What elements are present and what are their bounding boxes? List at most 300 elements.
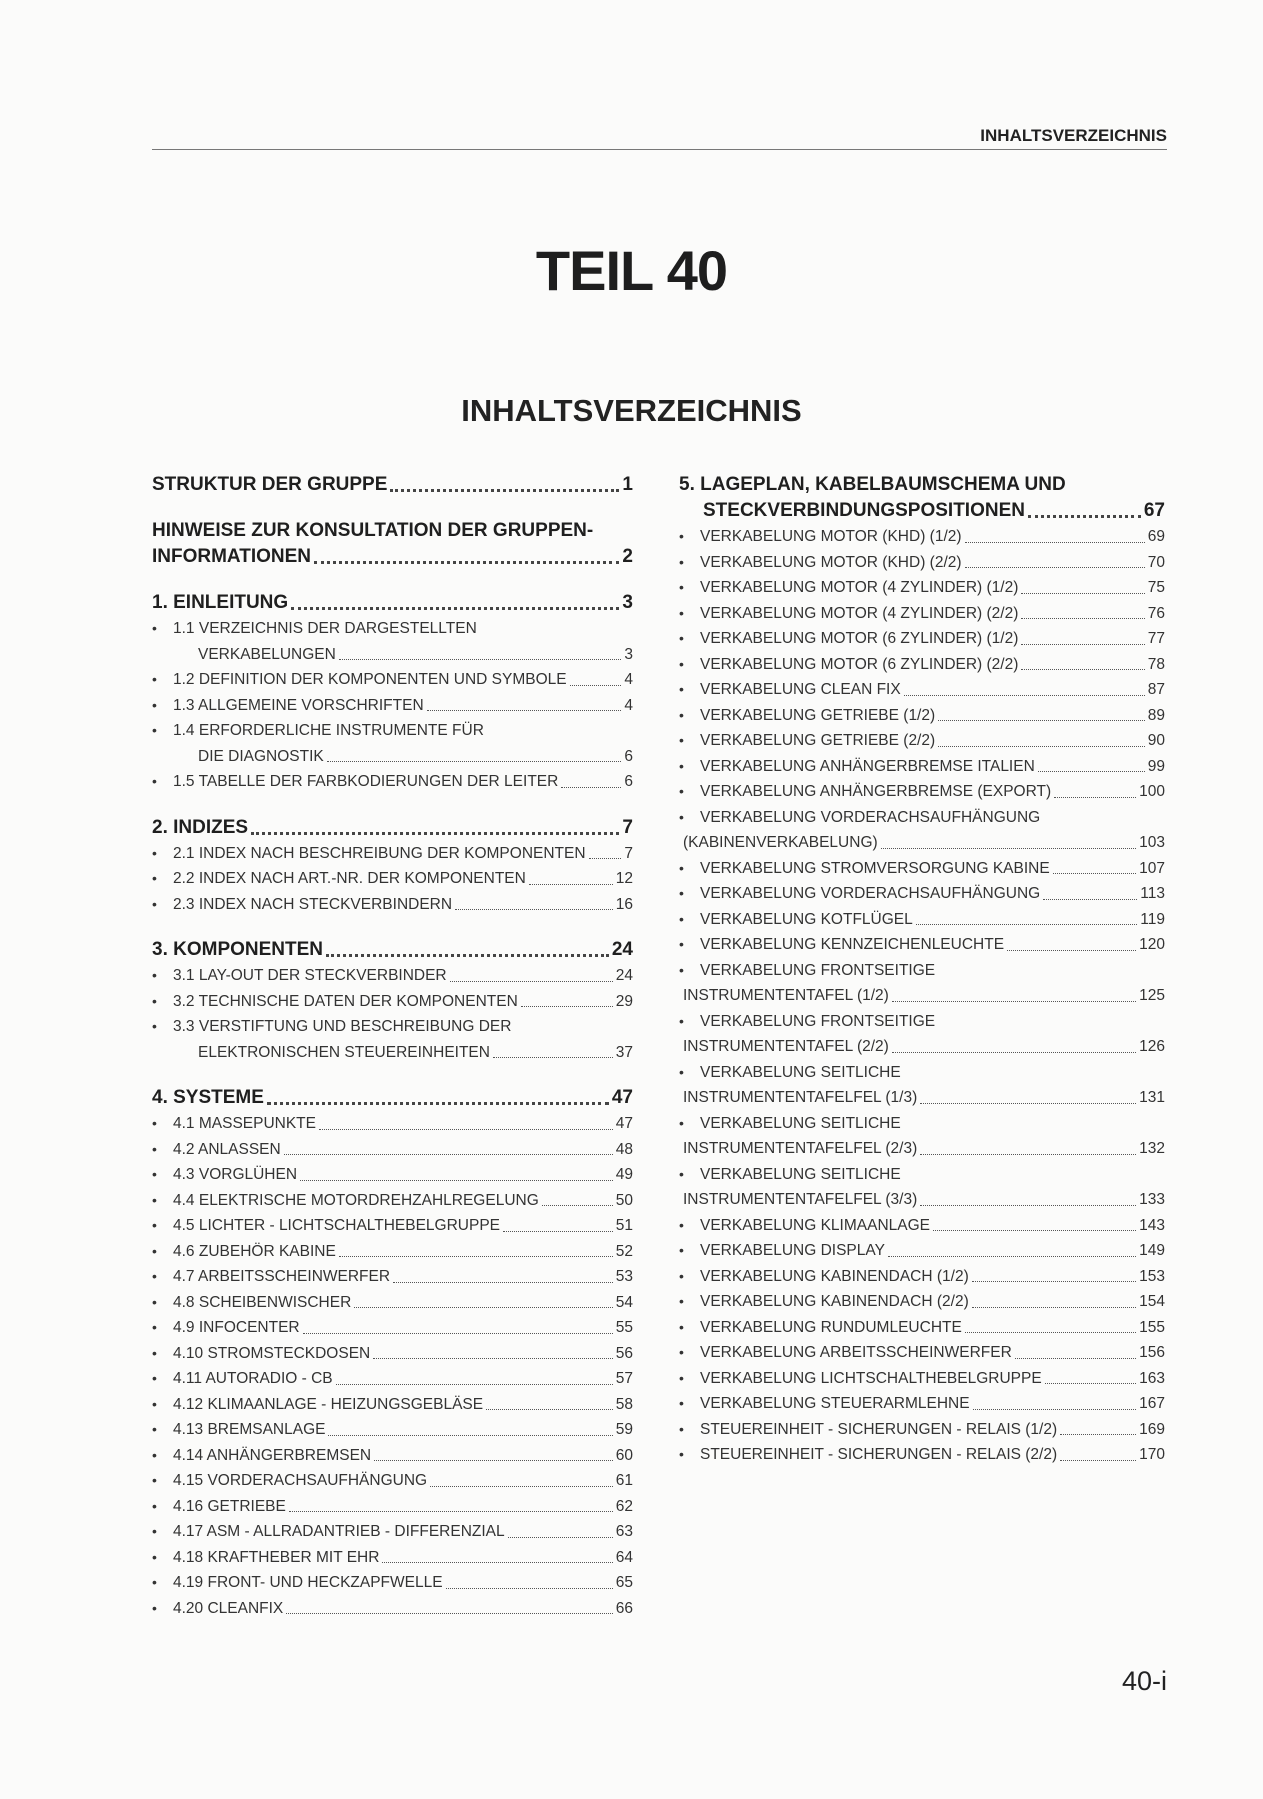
toc-entry-body bbox=[173, 1596, 633, 1622]
dot-leader bbox=[314, 561, 619, 564]
toc-entry-line bbox=[682, 1136, 1165, 1162]
toc-section bbox=[152, 472, 633, 498]
bullet-icon: • bbox=[152, 1018, 157, 1034]
toc-entry-line bbox=[700, 728, 1165, 754]
toc-entry-body bbox=[173, 1341, 633, 1367]
toc-entry-text: 3.1 LAY-OUT DER STECKVERBINDER bbox=[173, 967, 447, 984]
toc-heading-line[interactable] bbox=[152, 937, 633, 963]
toc-section bbox=[152, 937, 633, 1065]
toc-entry-line bbox=[700, 1264, 1165, 1290]
toc-entry[interactable] bbox=[679, 1391, 1165, 1417]
toc-entry-line bbox=[682, 830, 1165, 856]
dot-leader bbox=[430, 1486, 613, 1487]
toc-entry-body bbox=[700, 626, 1165, 652]
toc-section bbox=[152, 1085, 633, 1621]
toc-entry[interactable] bbox=[152, 718, 633, 769]
toc-entry-text: 4.18 KRAFTHEBER MIT EHR bbox=[173, 1548, 380, 1566]
bullet-icon: • bbox=[679, 579, 684, 595]
toc-heading-line[interactable] bbox=[152, 472, 633, 498]
toc-entry[interactable] bbox=[679, 652, 1165, 678]
toc-entry[interactable] bbox=[152, 1315, 633, 1341]
toc-entry-line bbox=[173, 1137, 633, 1163]
bullet-icon: • bbox=[152, 671, 157, 687]
toc-entry[interactable] bbox=[152, 769, 633, 795]
toc-entry-page: 163 bbox=[1139, 1369, 1165, 1387]
toc-entry-page: 53 bbox=[615, 1268, 633, 1285]
toc-entry-line bbox=[700, 881, 1165, 907]
toc-entry-page: 132 bbox=[1139, 1140, 1165, 1157]
toc-entry[interactable] bbox=[152, 963, 633, 989]
toc-entry[interactable] bbox=[152, 1596, 633, 1622]
toc-entry-line bbox=[700, 703, 1165, 729]
toc-entry[interactable] bbox=[152, 989, 633, 1015]
toc-entry-text: ELEKTRONISCHEN STEUEREINHEITEN bbox=[198, 1043, 490, 1061]
toc-entry-line bbox=[700, 958, 1165, 984]
toc-heading-text: 2. INDIZES bbox=[152, 816, 249, 838]
toc-entry-body bbox=[700, 1315, 1165, 1341]
bullet-icon: • bbox=[679, 706, 684, 723]
toc-entry-text: VERKABELUNG STROMVERSORGUNG KABINE bbox=[700, 859, 1050, 877]
toc-entry[interactable] bbox=[679, 550, 1165, 576]
toc-entry-body bbox=[173, 1315, 633, 1341]
toc-entry[interactable] bbox=[679, 856, 1165, 882]
toc-entry[interactable] bbox=[679, 1442, 1165, 1468]
toc-entry-body bbox=[173, 1494, 633, 1520]
dot-leader bbox=[1028, 515, 1141, 518]
toc-entry-page: 103 bbox=[1139, 834, 1165, 851]
toc-entry-text: STEUEREINHEIT - SICHERUNGEN - RELAIS (2/2) bbox=[700, 1446, 1058, 1463]
toc-entry-line bbox=[173, 1213, 633, 1239]
toc-entry-page: 77 bbox=[1147, 630, 1165, 647]
toc-entry-body bbox=[700, 728, 1165, 754]
bullet-icon: • bbox=[152, 844, 157, 861]
toc-entry-body bbox=[173, 1519, 633, 1545]
toc-entry[interactable] bbox=[152, 1494, 633, 1520]
dot-leader bbox=[284, 1154, 613, 1155]
bullet-icon: • bbox=[152, 1268, 157, 1284]
toc-left-column bbox=[152, 472, 633, 1621]
toc-entry-body bbox=[700, 703, 1165, 729]
toc-entry-page: 65 bbox=[615, 1574, 633, 1591]
toc-entry-text: VERKABELUNG GETRIEBE (1/2) bbox=[700, 706, 936, 724]
toc-entry-line bbox=[700, 1238, 1165, 1264]
toc-entry-page: 6 bbox=[624, 747, 633, 765]
dot-leader bbox=[354, 1307, 612, 1308]
toc-entry-page: 12 bbox=[615, 870, 633, 887]
toc-entry-page: 90 bbox=[1147, 732, 1165, 749]
toc-entry-page: 143 bbox=[1139, 1216, 1165, 1234]
toc-entry[interactable] bbox=[679, 626, 1165, 652]
toc-title: INHALTSVERZEICHNIS bbox=[461, 393, 802, 428]
bullet-icon: • bbox=[152, 1421, 157, 1437]
dot-leader bbox=[300, 1180, 613, 1181]
toc-entry[interactable] bbox=[679, 1162, 1165, 1213]
toc-entry-page: 16 bbox=[615, 895, 633, 913]
toc-entry-text: 4.4 ELEKTRISCHE MOTORDREHZAHLREGELUNG bbox=[173, 1191, 539, 1209]
toc-entry[interactable] bbox=[152, 1188, 633, 1214]
toc-entry[interactable] bbox=[152, 1392, 633, 1418]
toc-entry-text: VERKABELUNG SEITLICHE bbox=[700, 1165, 901, 1183]
dot-leader bbox=[965, 542, 1145, 543]
toc-entry-page: 99 bbox=[1147, 757, 1165, 775]
toc-entry-text: VERKABELUNG KABINENDACH (1/2) bbox=[700, 1267, 969, 1285]
dot-leader bbox=[319, 1129, 613, 1130]
toc-entry-body bbox=[173, 693, 633, 719]
bullet-icon: • bbox=[679, 1318, 684, 1335]
toc-entry[interactable] bbox=[679, 1366, 1165, 1392]
toc-entry[interactable] bbox=[152, 1111, 633, 1137]
toc-entry-text: 4.16 GETRIEBE bbox=[173, 1497, 286, 1515]
dot-leader bbox=[938, 746, 1145, 747]
toc-entry-text: 2.1 INDEX NACH BESCHREIBUNG DER KOMPONENTEN bbox=[173, 844, 586, 862]
bullet-icon: • bbox=[679, 528, 684, 544]
toc-entry-text: INSTRUMENTENTAFEL (1/2) bbox=[683, 987, 889, 1004]
toc-entry-line bbox=[700, 1213, 1165, 1239]
toc-entry-text: 4.3 VORGLÜHEN bbox=[173, 1166, 298, 1183]
toc-entry[interactable] bbox=[152, 667, 633, 693]
dot-leader bbox=[1038, 771, 1145, 772]
toc-entry-line bbox=[700, 907, 1165, 933]
toc-entry-body bbox=[700, 601, 1165, 627]
toc-entry-body bbox=[683, 1111, 1165, 1162]
toc-entry-line bbox=[700, 1315, 1165, 1341]
toc-entry-text: VERKABELUNG RUNDUMLEUCHTE bbox=[700, 1318, 962, 1336]
toc-entry[interactable] bbox=[679, 1417, 1165, 1443]
toc-entry-text: 4.11 AUTORADIO - CB bbox=[173, 1370, 333, 1387]
toc-entry-text: 3.2 TECHNISCHE DATEN DER KOMPONENTEN bbox=[173, 992, 518, 1010]
toc-entry[interactable] bbox=[152, 1239, 633, 1265]
toc-entry-text: VERKABELUNG CLEAN FIX bbox=[700, 681, 901, 698]
toc-entry[interactable] bbox=[679, 1009, 1165, 1060]
bullet-icon: • bbox=[152, 1548, 157, 1565]
dot-leader bbox=[493, 1057, 613, 1058]
toc-entry-page: 131 bbox=[1139, 1089, 1165, 1106]
toc-entry-page: 3 bbox=[624, 645, 633, 663]
dot-leader bbox=[933, 1230, 1136, 1231]
toc-entry-text: VERKABELUNG ANHÄNGERBREMSE (EXPORT) bbox=[700, 783, 1052, 800]
toc-entry[interactable] bbox=[679, 754, 1165, 780]
toc-entry-line bbox=[700, 1340, 1165, 1366]
toc-entry-line bbox=[700, 779, 1165, 805]
dot-leader bbox=[892, 1001, 1136, 1002]
bullet-icon: • bbox=[679, 1420, 684, 1437]
toc-entry[interactable] bbox=[679, 907, 1165, 933]
toc-entry[interactable] bbox=[152, 1570, 633, 1596]
toc-entry[interactable] bbox=[679, 1213, 1165, 1239]
toc-entry[interactable] bbox=[679, 703, 1165, 729]
toc-entry-text: 2.2 INDEX NACH ART.-NR. DER KOMPONENTEN bbox=[173, 870, 526, 887]
toc-heading-text: HINWEISE ZUR KONSULTATION DER GRUPPEN- bbox=[152, 520, 594, 541]
toc-entry-body bbox=[173, 866, 633, 892]
toc-entry-page: 54 bbox=[615, 1293, 633, 1311]
toc-entry[interactable] bbox=[679, 1264, 1165, 1290]
toc-entry-body bbox=[173, 1290, 633, 1316]
toc-entry[interactable] bbox=[152, 1545, 633, 1571]
toc-entry-line bbox=[700, 1442, 1165, 1468]
dot-leader bbox=[972, 1307, 1136, 1308]
toc-entry[interactable] bbox=[152, 693, 633, 719]
bullet-icon: • bbox=[152, 1574, 157, 1590]
toc-entry-body bbox=[173, 1392, 633, 1418]
toc-entry-text: VERKABELUNG MOTOR (KHD) (1/2) bbox=[700, 528, 962, 545]
toc-entry-text: 4.13 BREMSANLAGE bbox=[173, 1421, 326, 1438]
toc-entry-page: 62 bbox=[615, 1497, 633, 1515]
dot-leader bbox=[374, 1460, 613, 1461]
part-title: TEIL 40 bbox=[535, 239, 728, 302]
toc-entry[interactable] bbox=[679, 805, 1165, 856]
bullet-icon: • bbox=[679, 1369, 684, 1386]
dot-leader bbox=[450, 981, 613, 982]
dot-leader bbox=[455, 909, 613, 910]
toc-entry-page: 156 bbox=[1139, 1344, 1165, 1361]
dot-leader bbox=[589, 858, 622, 859]
toc-entry-body bbox=[173, 892, 633, 918]
toc-entry-text: VERKABELUNG VORDERACHSAUFHÄNGUNG bbox=[700, 808, 1041, 826]
toc-entry-line bbox=[700, 1162, 1165, 1188]
bullet-icon: • bbox=[679, 1242, 684, 1258]
toc-heading-line[interactable] bbox=[679, 498, 1165, 524]
bullet-icon: • bbox=[679, 1344, 684, 1360]
toc-entry[interactable] bbox=[152, 1137, 633, 1163]
toc-heading-line[interactable] bbox=[152, 590, 633, 616]
toc-entry-body bbox=[700, 856, 1165, 882]
toc-entry[interactable] bbox=[679, 575, 1165, 601]
toc-heading-line[interactable] bbox=[152, 544, 633, 570]
bullet-icon: • bbox=[152, 1395, 157, 1412]
toc-entry[interactable] bbox=[152, 1366, 633, 1392]
toc-entry-line bbox=[173, 1239, 633, 1265]
toc-entry-text: DIE DIAGNOSTIK bbox=[198, 747, 324, 765]
toc-entry[interactable] bbox=[679, 779, 1165, 805]
toc-entry[interactable] bbox=[679, 1289, 1165, 1315]
toc-entry-page: 61 bbox=[615, 1472, 633, 1489]
dot-leader bbox=[251, 832, 619, 835]
toc-entry-text: 4.19 FRONT- UND HECKZAPFWELLE bbox=[173, 1574, 443, 1591]
dot-leader bbox=[291, 607, 619, 610]
toc-section bbox=[152, 518, 633, 570]
toc-entry-page: 6 bbox=[624, 773, 633, 790]
toc-entry-text: VERKABELUNG FRONTSEITIGE bbox=[700, 961, 936, 979]
toc-entry-page: 120 bbox=[1139, 936, 1165, 953]
toc-entry-line bbox=[173, 642, 633, 668]
toc-entry-line bbox=[173, 963, 633, 989]
toc-entry-text: 4.6 ZUBEHÖR KABINE bbox=[173, 1242, 336, 1260]
toc-entry[interactable] bbox=[679, 1340, 1165, 1366]
toc-entry-text: 4.14 ANHÄNGERBREMSEN bbox=[173, 1446, 372, 1464]
toc-entry-body bbox=[173, 1443, 633, 1469]
toc-entry-page: 89 bbox=[1147, 706, 1165, 724]
toc-entry-text: 2.3 INDEX NACH STECKVERBINDERN bbox=[173, 895, 453, 913]
toc-entry-body bbox=[700, 907, 1165, 933]
dot-leader bbox=[486, 1409, 613, 1410]
toc-entry[interactable] bbox=[679, 728, 1165, 754]
toc-entry[interactable] bbox=[152, 1290, 633, 1316]
toc-entry-line bbox=[700, 524, 1165, 550]
toc-entry-text: VERKABELUNG KENNZEICHENLEUCHTE bbox=[700, 936, 1005, 953]
dot-leader bbox=[972, 1281, 1136, 1282]
toc-entry-body bbox=[700, 932, 1165, 958]
toc-entry-body bbox=[700, 652, 1165, 678]
toc-entry-page: 169 bbox=[1139, 1420, 1165, 1438]
bullet-icon: • bbox=[679, 681, 684, 697]
toc-entry[interactable] bbox=[679, 1060, 1165, 1111]
toc-entry[interactable] bbox=[679, 1315, 1165, 1341]
toc-entry-page: 64 bbox=[615, 1548, 633, 1566]
toc-heading-line[interactable] bbox=[152, 1085, 633, 1111]
toc-entry[interactable] bbox=[152, 841, 633, 867]
toc-entry-body bbox=[683, 1060, 1165, 1111]
toc-entry-line bbox=[700, 1060, 1165, 1086]
toc-entry-text: VERKABELUNG ARBEITSSCHEINWERFER bbox=[700, 1344, 1012, 1361]
bullet-icon: • bbox=[152, 1166, 157, 1182]
bullet-icon: • bbox=[152, 967, 157, 983]
toc-entry[interactable] bbox=[152, 1264, 633, 1290]
toc-entry-page: 69 bbox=[1147, 528, 1165, 545]
dot-leader bbox=[521, 1006, 613, 1007]
toc-entry-body bbox=[173, 1137, 633, 1163]
dot-leader bbox=[382, 1562, 612, 1563]
toc-entry-page: 47 bbox=[615, 1115, 633, 1132]
bullet-icon: • bbox=[679, 936, 684, 952]
toc-entry-body bbox=[173, 1264, 633, 1290]
dot-leader bbox=[1021, 669, 1144, 670]
toc-entry-text: 4.15 VORDERACHSAUFHÄNGUNG bbox=[173, 1472, 428, 1489]
toc-entry-text: VERKABELUNG DISPLAY bbox=[700, 1242, 885, 1259]
toc-heading-page: 67 bbox=[1143, 500, 1165, 521]
dot-leader bbox=[339, 659, 622, 660]
toc-entry-body bbox=[173, 718, 633, 769]
toc-entry-text: 4.12 KLIMAANLAGE - HEIZUNGSGEBLÄSE bbox=[173, 1395, 484, 1413]
toc-entry[interactable] bbox=[152, 892, 633, 918]
bullet-icon: • bbox=[152, 620, 157, 636]
toc-entry[interactable] bbox=[152, 1519, 633, 1545]
toc-entry-text: VERKABELUNG MOTOR (6 ZYLINDER) (2/2) bbox=[700, 655, 1019, 673]
bullet-icon: • bbox=[152, 992, 157, 1009]
toc-entry-body bbox=[173, 1014, 633, 1065]
toc-entry-line bbox=[700, 1289, 1165, 1315]
toc-entry-line bbox=[173, 616, 633, 642]
bullet-icon: • bbox=[679, 630, 684, 646]
toc-entry-line bbox=[700, 626, 1165, 652]
toc-entry-line bbox=[700, 932, 1165, 958]
toc-entry-page: 29 bbox=[615, 992, 633, 1010]
toc-entry-text: 4.2 ANLASSEN bbox=[173, 1140, 281, 1158]
toc-entry-body bbox=[700, 1213, 1165, 1239]
toc-entry[interactable] bbox=[152, 1443, 633, 1469]
toc-entry-text: INSTRUMENTENTAFEL (2/2) bbox=[683, 1038, 889, 1055]
toc-entry-text: INSTRUMENTENTAFELFEL (1/3) bbox=[683, 1089, 918, 1106]
toc-entry-body bbox=[173, 1239, 633, 1265]
bullet-icon: • bbox=[679, 885, 684, 901]
toc-entry[interactable] bbox=[679, 524, 1165, 550]
toc-entry-body bbox=[700, 1391, 1165, 1417]
toc-entry-text: 3.3 VERSTIFTUNG UND BESCHREIBUNG DER bbox=[173, 1018, 512, 1035]
toc-entry-line bbox=[700, 601, 1165, 627]
toc-entry-body bbox=[700, 1340, 1165, 1366]
toc-entry[interactable] bbox=[679, 932, 1165, 958]
toc-entry[interactable] bbox=[152, 616, 633, 667]
toc-entry[interactable] bbox=[152, 1162, 633, 1188]
toc-section bbox=[152, 590, 633, 795]
toc-entry[interactable] bbox=[679, 881, 1165, 907]
dot-leader bbox=[904, 695, 1145, 696]
toc-entry-text: VERKABELUNGEN bbox=[198, 645, 336, 663]
toc-entry-line bbox=[173, 667, 633, 693]
toc-entry-body bbox=[173, 1417, 633, 1443]
toc-entry-text: VERKABELUNG SEITLICHE bbox=[700, 1114, 901, 1132]
bullet-icon: • bbox=[679, 1114, 684, 1131]
toc-entry-line bbox=[173, 1392, 633, 1418]
dot-leader bbox=[916, 924, 1138, 925]
toc-entry-body bbox=[700, 754, 1165, 780]
toc-entry-page: 126 bbox=[1139, 1038, 1165, 1055]
toc-entry[interactable] bbox=[679, 958, 1165, 1009]
toc-entry-page: 119 bbox=[1140, 910, 1165, 928]
toc-entry[interactable] bbox=[679, 1111, 1165, 1162]
toc-entry[interactable] bbox=[152, 1341, 633, 1367]
bullet-icon: • bbox=[679, 1165, 684, 1182]
toc-entry-line bbox=[173, 1040, 633, 1066]
toc-entry-line bbox=[173, 1519, 633, 1545]
toc-heading-text: INFORMATIONEN bbox=[152, 546, 312, 567]
bullet-icon: • bbox=[152, 1344, 157, 1361]
bullet-icon: • bbox=[152, 1242, 157, 1259]
toc-entry-text: 4.1 MASSEPUNKTE bbox=[173, 1115, 316, 1132]
toc-entry[interactable] bbox=[679, 601, 1165, 627]
dot-leader bbox=[1054, 797, 1136, 798]
bullet-icon: • bbox=[152, 1599, 157, 1616]
dot-leader bbox=[888, 1256, 1136, 1257]
toc-entry-page: 107 bbox=[1139, 859, 1165, 877]
toc-entry-page: 58 bbox=[615, 1395, 633, 1413]
toc-entry-line bbox=[700, 550, 1165, 576]
toc-heading-page: 2 bbox=[622, 546, 633, 567]
toc-entry-body bbox=[173, 667, 633, 693]
toc-entry-page: 57 bbox=[615, 1370, 633, 1387]
toc-entry[interactable] bbox=[679, 677, 1165, 703]
bullet-icon: • bbox=[152, 1140, 157, 1157]
toc-entry-text: VERKABELUNG LICHTSCHALTHEBELGRUPPE bbox=[700, 1369, 1042, 1387]
toc-entry-body bbox=[173, 1111, 633, 1137]
toc-heading-line[interactable] bbox=[152, 815, 633, 841]
toc-entry-line bbox=[682, 1034, 1165, 1060]
toc-entry-body bbox=[700, 1238, 1165, 1264]
toc-entry[interactable] bbox=[152, 1468, 633, 1494]
bullet-icon: • bbox=[679, 1293, 684, 1309]
dot-leader bbox=[892, 1052, 1136, 1053]
bullet-icon: • bbox=[679, 655, 684, 672]
toc-entry-line bbox=[173, 841, 633, 867]
toc-entry[interactable] bbox=[152, 1417, 633, 1443]
toc-entry-line bbox=[173, 744, 633, 770]
page-number: 40-i bbox=[1121, 1666, 1167, 1696]
toc-entry-line bbox=[173, 1290, 633, 1316]
toc-entry-text: 4.17 ASM - ALLRADANTRIEB - DIFFERENZIAL bbox=[173, 1523, 505, 1540]
toc-entry[interactable] bbox=[152, 866, 633, 892]
toc-entry-body bbox=[683, 1162, 1165, 1213]
bullet-icon: • bbox=[152, 1293, 157, 1310]
toc-heading-page: 24 bbox=[611, 939, 633, 960]
dot-leader bbox=[1043, 899, 1137, 900]
toc-entry[interactable] bbox=[152, 1213, 633, 1239]
toc-entry-body bbox=[700, 1366, 1165, 1392]
toc-entry-line bbox=[173, 1570, 633, 1596]
toc-entry[interactable] bbox=[152, 1014, 633, 1065]
toc-entry-text: VERKABELUNG ANHÄNGERBREMSE ITALIEN bbox=[700, 757, 1035, 775]
toc-entry-text: 1.2 DEFINITION DER KOMPONENTEN UND SYMBOLE bbox=[173, 671, 567, 688]
toc-entry[interactable] bbox=[679, 1238, 1165, 1264]
toc-entry-line bbox=[173, 1596, 633, 1622]
